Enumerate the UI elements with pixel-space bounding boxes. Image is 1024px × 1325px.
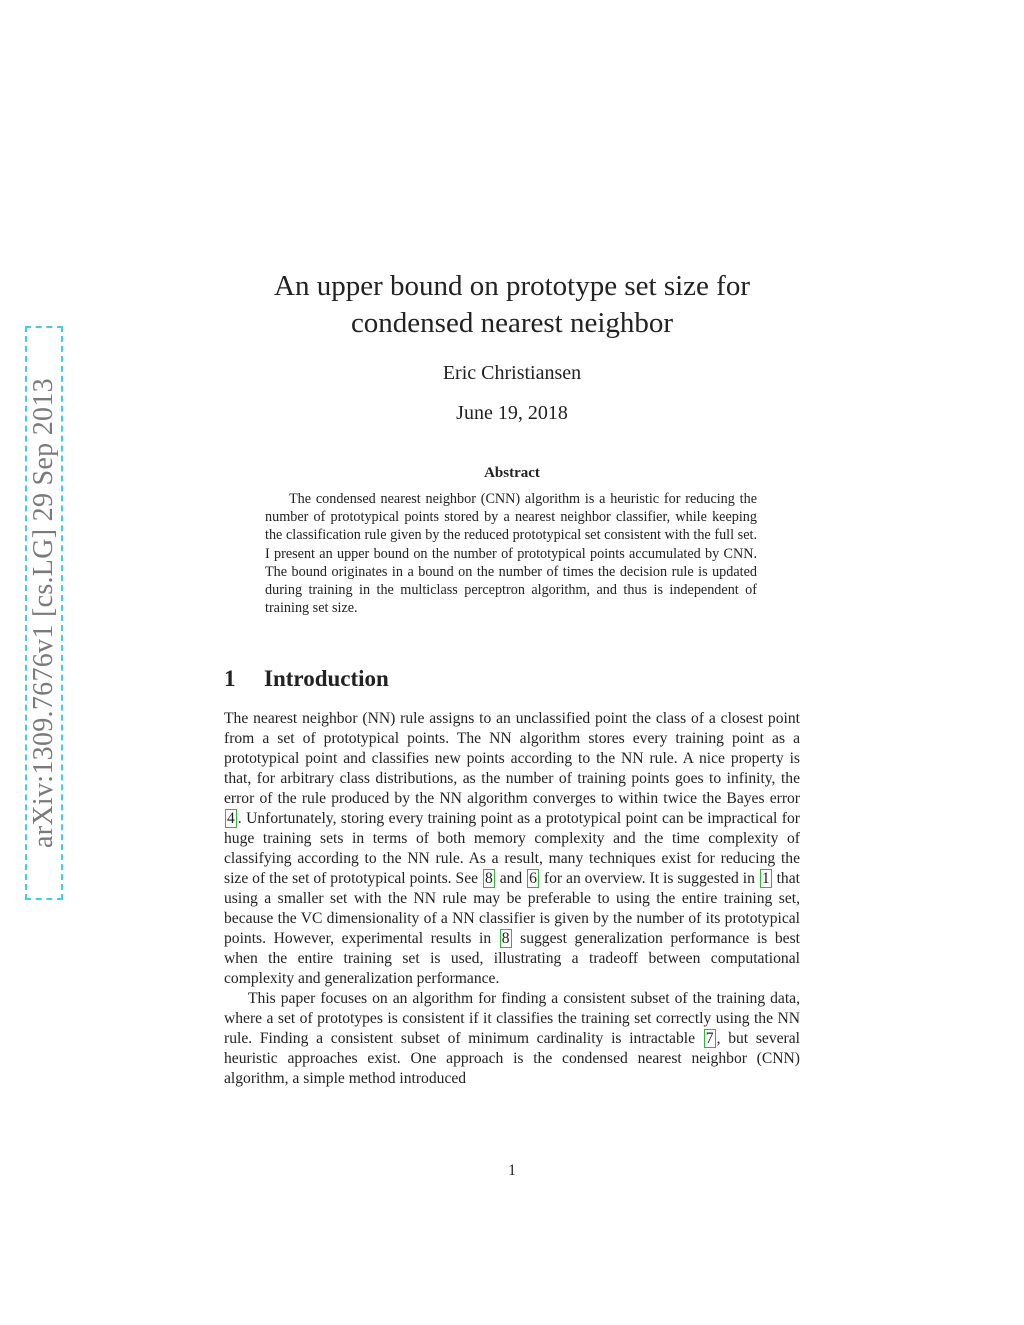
citation-link[interactable] xyxy=(500,929,512,948)
arxiv-stamp-text: arXiv:1309.7676v1 [cs.LG] 29 Sep 2013 xyxy=(28,378,59,848)
citation-number: 8 xyxy=(484,870,493,887)
citation-link[interactable] xyxy=(760,869,772,888)
citation-link[interactable] xyxy=(704,1029,716,1048)
paper-date: June 19, 2018 xyxy=(456,402,568,424)
text-run: for an overview. It is suggested in xyxy=(543,870,755,887)
text-run: The nearest neighbor (NN) rule assigns to an unclassified point the class of a closest point from a set of prototypical points. The NN algorithm stores every training point as a prototypical point and classifies new points according to the NN rule. A nice property is that, for arbitrary class distributions, as the number of training points goes to infinity, the error of the rule produced by the NN algorithm converges to within twice the Bayes error xyxy=(224,710,800,807)
text-run: and xyxy=(499,870,523,887)
text-run: , but several heuristic approaches exist. One approach is the condensed nearest neighbor (CNN) algorithm, a simple method introduced xyxy=(224,1030,800,1087)
text-run: . Unfortunately, storing every training point as a prototypical point can be impractical for huge training sets in terms of both memory complexity and the time complexity of classifying according to the NN rule. As a result, many techniques exist for reducing the size of the set of prototypical points. See xyxy=(224,810,800,887)
citation-number: 8 xyxy=(501,930,510,947)
text-run: This paper focuses on an algorithm for finding a consistent subset of the training data, where a set of prototypes is consistent if it classifies the training set correctly using the NN rule. Finding a consistent subset of minimum cardinality is intractable xyxy=(224,990,800,1047)
section-title: Introduction xyxy=(264,666,389,691)
citation-number: 7 xyxy=(705,1030,714,1047)
paper-author: Eric Christiansen xyxy=(442,362,582,384)
citation-number: 6 xyxy=(529,870,537,887)
section-number: 1 xyxy=(224,666,236,691)
text-run: suggest generalization performance is best when the entire training set is used, illustrating a tradeoff between computational complexity and generalization performance. xyxy=(224,930,800,987)
page-number: 1 xyxy=(508,1162,516,1179)
citation-link[interactable] xyxy=(225,809,237,828)
abstract-heading: Abstract xyxy=(484,465,540,481)
paragraph-1 xyxy=(224,709,800,989)
citation-number: 1 xyxy=(761,870,770,887)
citation-link[interactable] xyxy=(483,869,495,888)
abstract-text: The condensed nearest neighbor (CNN) algorithm is a heuristic for reducing the number of prototypical points stored by a nearest neighbor classifier, while keeping the classification rule given by the reduced prototypical set consistent with the full set. I present an upper bound on the number of prototypical points accumulated by CNN. The bound originates in a bound on the number of times the decision rule is updated during training in the multiclass perceptron algorithm, and thus is independent of training set size. xyxy=(265,491,757,617)
paragraph-2 xyxy=(224,989,800,1089)
arxiv-stamp[interactable] xyxy=(25,326,63,900)
citation-link[interactable] xyxy=(527,869,539,888)
paper-title: An upper bound on prototype set size for condensed nearest neighbor xyxy=(274,270,750,339)
text-run: that using a smaller set with the NN rule may be preferable to using the entire training set, because the VC dimensionality of a NN classifier is given by the number of its prototypical points. However, experimental results in xyxy=(224,870,800,947)
body-text xyxy=(224,709,800,1089)
citation-number: 4 xyxy=(227,810,235,827)
section-heading xyxy=(224,666,389,692)
